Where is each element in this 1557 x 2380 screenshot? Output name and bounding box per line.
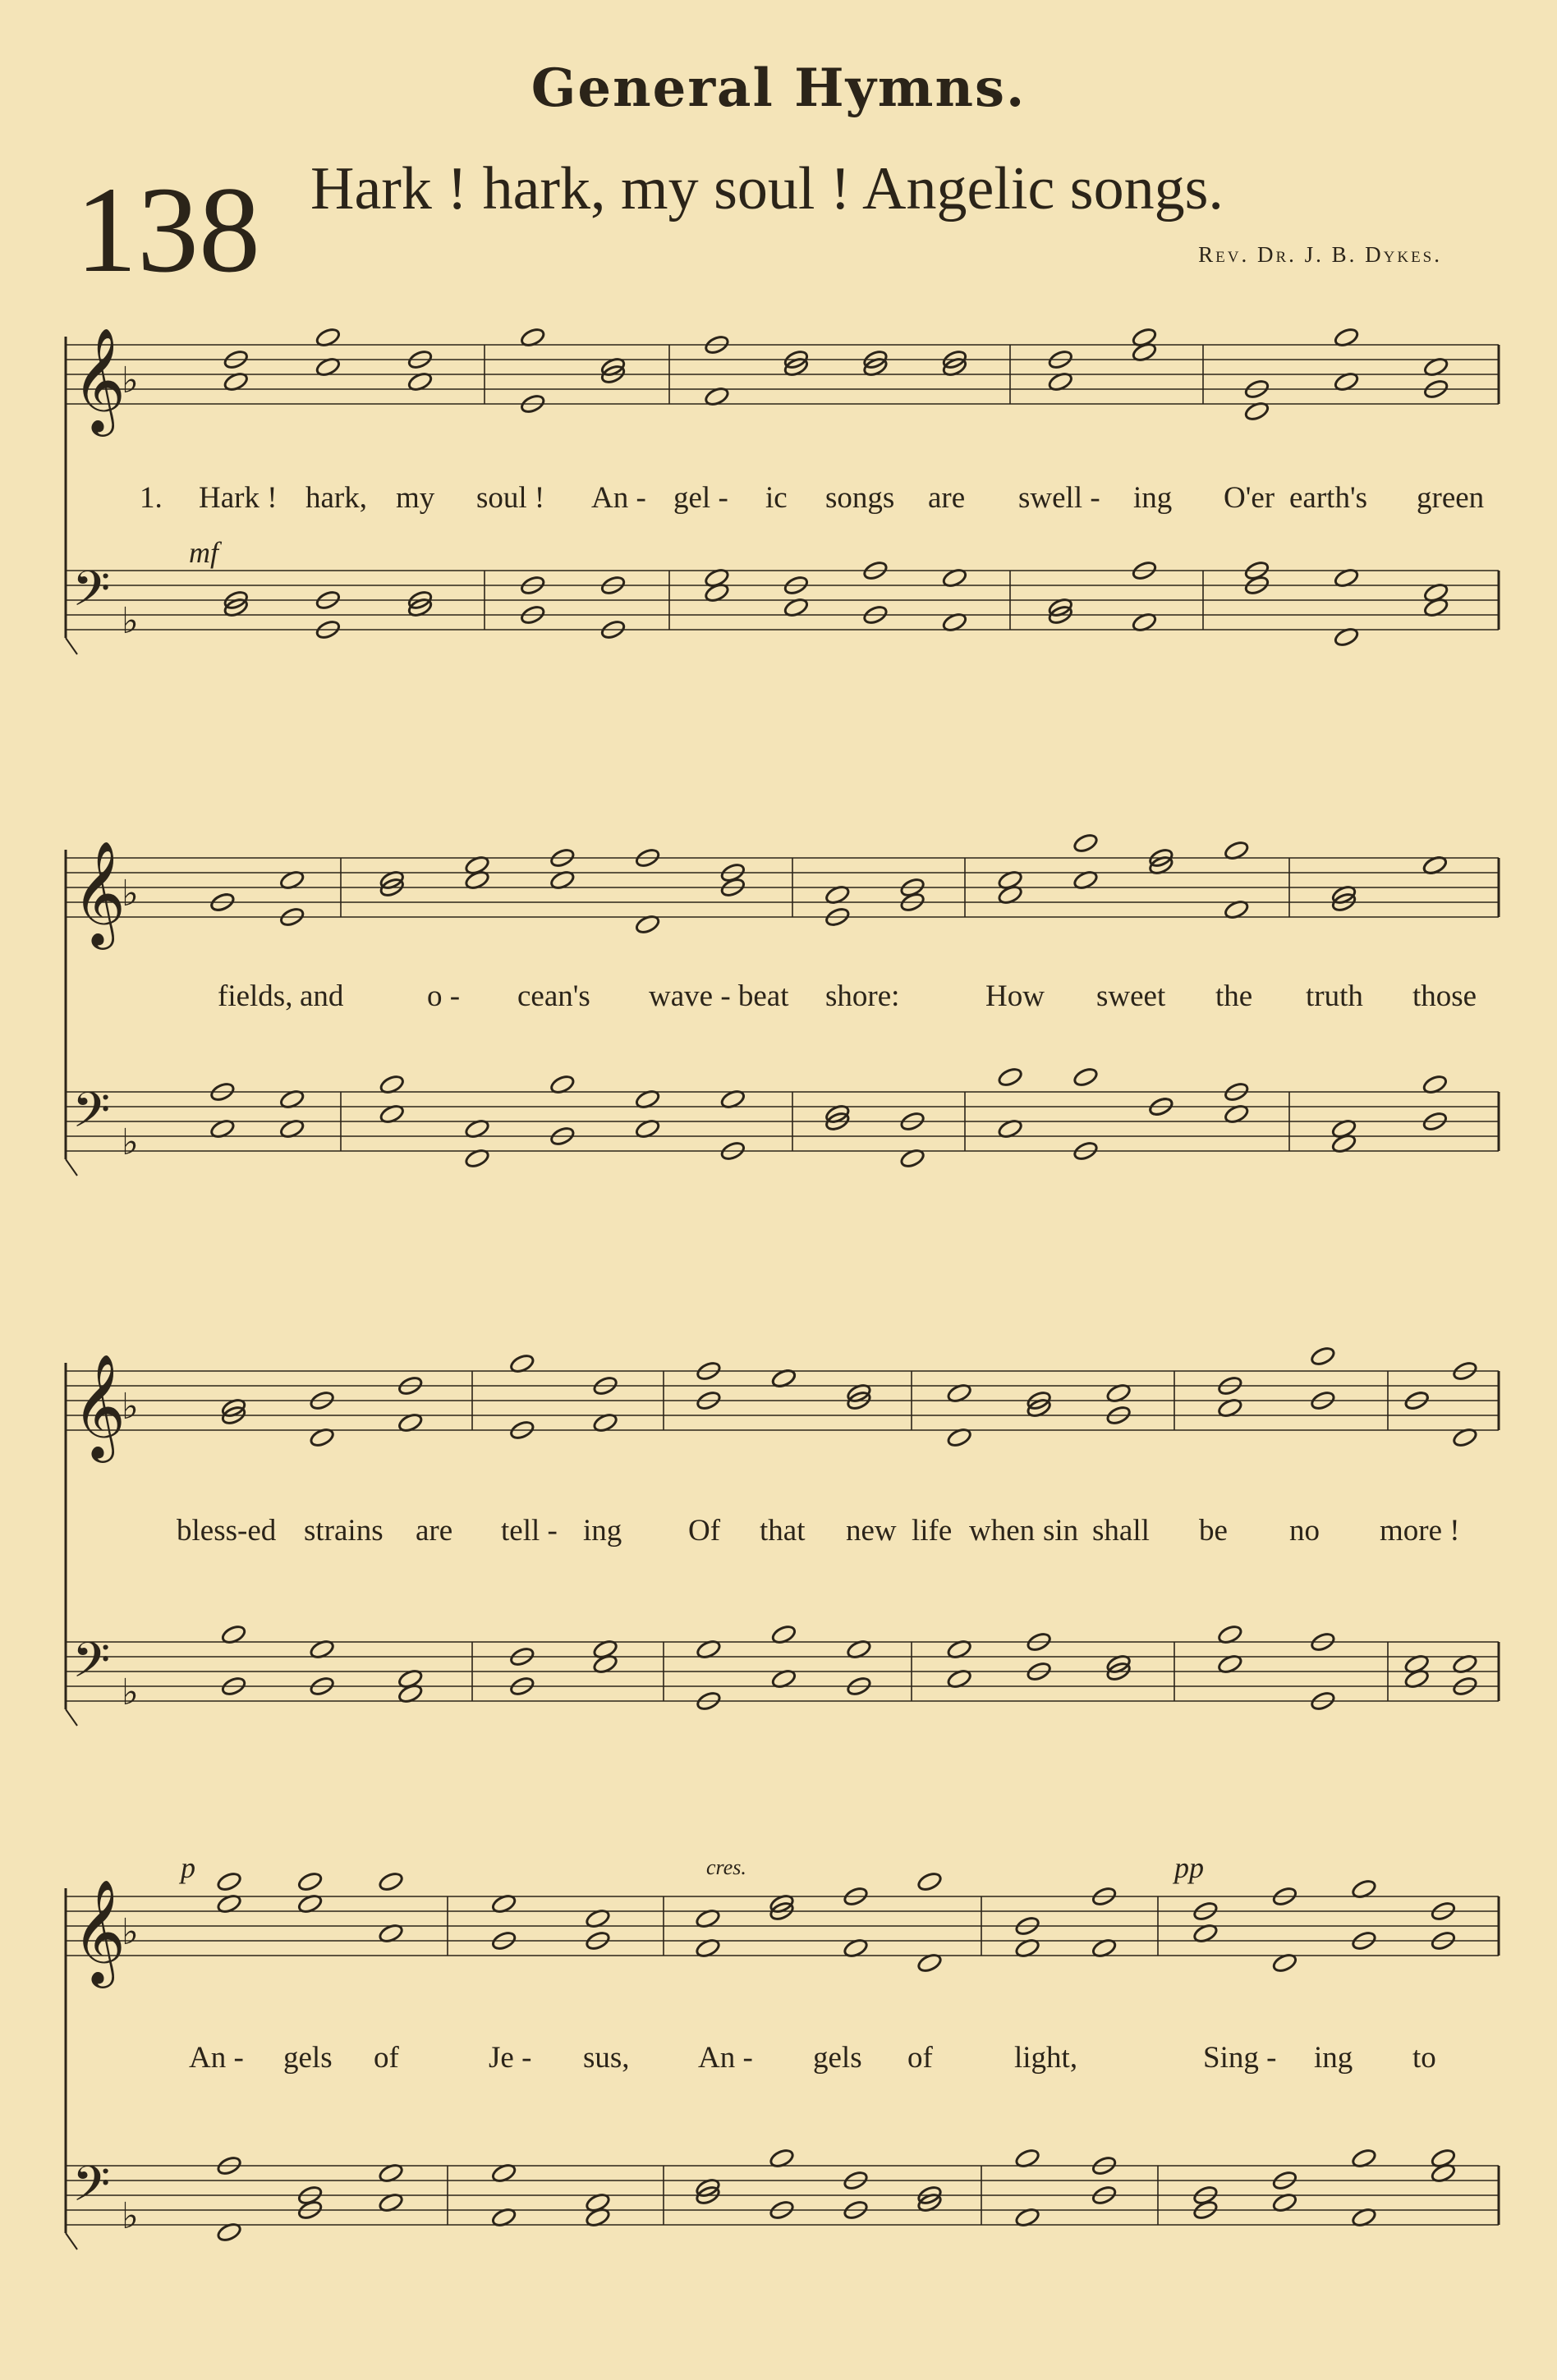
lyric-syllable: Hark ! (199, 481, 278, 515)
lyric-syllable: Je - (489, 2041, 532, 2075)
lyric-syllable: swell - (1018, 481, 1100, 515)
lyric-syllable: my (396, 481, 435, 515)
lyric-syllable: soul ! (476, 481, 545, 515)
staff-notation-2 (57, 821, 1503, 1207)
lyric-syllable: An - (698, 2041, 753, 2075)
lyric-syllable: wave - beat (649, 979, 789, 1013)
dynamic-mf: mf (189, 536, 218, 569)
system-bracket-hook (66, 638, 77, 654)
flat-icon: ♭ (122, 1672, 139, 1713)
lyric-syllable: of (374, 2041, 399, 2075)
flat-icon: ♭ (122, 1911, 139, 1953)
lyric-syllable: light, (1014, 2041, 1078, 2075)
note-head (1072, 832, 1099, 854)
lyric-syllable: those (1412, 979, 1477, 1013)
lyric-syllable: cean's (517, 979, 590, 1013)
lyric-syllable: An - (591, 481, 646, 515)
lyric-syllable: when (969, 1514, 1036, 1548)
bass-clef-icon: 𝄢 (72, 2155, 111, 2224)
hymn-number: 138 (76, 162, 260, 298)
lyric-syllable: to (1412, 2041, 1436, 2075)
music-system-3 (57, 1334, 1503, 1720)
note-head (997, 1066, 1023, 1088)
lyric-syllable: gels (813, 2041, 862, 2075)
note-head (378, 1871, 404, 1892)
lyric-syllable: How (985, 979, 1045, 1013)
page-section-title: General Hymns. (530, 57, 1027, 119)
composer-credit: Rev. Dr. J. B. Dykes. (1198, 242, 1442, 267)
lyric-syllable: of (907, 2041, 933, 2075)
flat-icon: ♭ (122, 873, 139, 915)
music-system-4 (57, 1851, 1503, 2282)
flat-icon: ♭ (122, 360, 139, 401)
lyric-syllable: are (416, 1514, 453, 1548)
lyric-syllable: new (846, 1514, 897, 1548)
lyric-syllable: songs (825, 481, 895, 515)
dynamic-p: p (181, 1851, 195, 1884)
treble-clef-icon: 𝄞 (72, 1353, 126, 1458)
lyric-syllable: ing (1133, 481, 1173, 515)
dynamic-cres: cres. (706, 1855, 746, 1879)
lyric-syllable: and (300, 979, 344, 1013)
lyric-syllable: tell - (501, 1514, 558, 1548)
bass-clef-icon: 𝄢 (72, 1081, 111, 1150)
note-head (1310, 1346, 1336, 1367)
lyric-syllable: fields, (218, 979, 293, 1013)
flat-icon: ♭ (122, 1121, 139, 1163)
system-bracket-hook (66, 1709, 77, 1726)
lyric-syllable: no (1289, 1514, 1320, 1548)
lyric-syllable: 1. (140, 481, 163, 515)
system-bracket-hook (66, 2233, 77, 2249)
treble-clef-icon: 𝄞 (72, 327, 126, 432)
flat-icon: ♭ (122, 600, 139, 642)
note-head (216, 1871, 242, 1892)
lyric-syllable: shall (1092, 1514, 1150, 1548)
lyric-syllable: strains (304, 1514, 384, 1548)
lyric-syllable: bless-ed (177, 1514, 277, 1548)
lyric-syllable: be (1199, 1514, 1228, 1548)
lyric-syllable: are (928, 481, 966, 515)
lyric-syllable: life (912, 1514, 953, 1548)
treble-clef-icon: 𝄞 (72, 840, 126, 945)
lyric-syllable: that (760, 1514, 806, 1548)
lyric-syllable: more ! (1380, 1514, 1460, 1548)
bass-clef-icon: 𝄢 (72, 560, 111, 629)
lyric-syllable: ic (765, 481, 788, 515)
lyric-syllable: o - (427, 979, 461, 1013)
lyric-syllable: ing (1314, 2041, 1353, 2075)
lyric-syllable: Sing - (1203, 2041, 1277, 2075)
staff-notation-4 (57, 1855, 1503, 2282)
flat-icon: ♭ (122, 2195, 139, 2237)
note-head (916, 1871, 943, 1892)
music-system-2 (57, 821, 1503, 1207)
note-head (1072, 1066, 1099, 1088)
hymn-title: Hark ! hark, my soul ! Angelic songs. (310, 155, 1224, 222)
lyric-syllable: truth (1306, 979, 1363, 1013)
lyric-syllable: sin (1043, 1514, 1079, 1548)
lyric-syllable: hark, (305, 481, 367, 515)
dynamic-pp: pp (1174, 1851, 1204, 1884)
note-head (297, 1871, 324, 1892)
lyric-syllable: ing (583, 1514, 622, 1548)
lyric-syllable: sweet (1096, 979, 1166, 1013)
bass-clef-icon: 𝄢 (72, 1631, 111, 1700)
lyric-syllable: gels (283, 2041, 333, 2075)
lyric-syllable: the (1215, 979, 1253, 1013)
lyric-syllable: shore: (825, 979, 900, 1013)
treble-clef-icon: 𝄞 (72, 1878, 126, 1983)
lyric-syllable: earth's (1289, 481, 1368, 515)
lyric-syllable: sus, (583, 2041, 630, 2075)
lyric-syllable: green (1417, 481, 1485, 515)
music-system-1 (57, 320, 1503, 706)
lyric-syllable: gel - (673, 481, 728, 515)
system-bracket-hook (66, 1159, 77, 1176)
lyric-syllable: Of (688, 1514, 721, 1548)
lyric-syllable: O'er (1224, 481, 1275, 515)
lyric-syllable: An - (189, 2041, 244, 2075)
flat-icon: ♭ (122, 1386, 139, 1428)
